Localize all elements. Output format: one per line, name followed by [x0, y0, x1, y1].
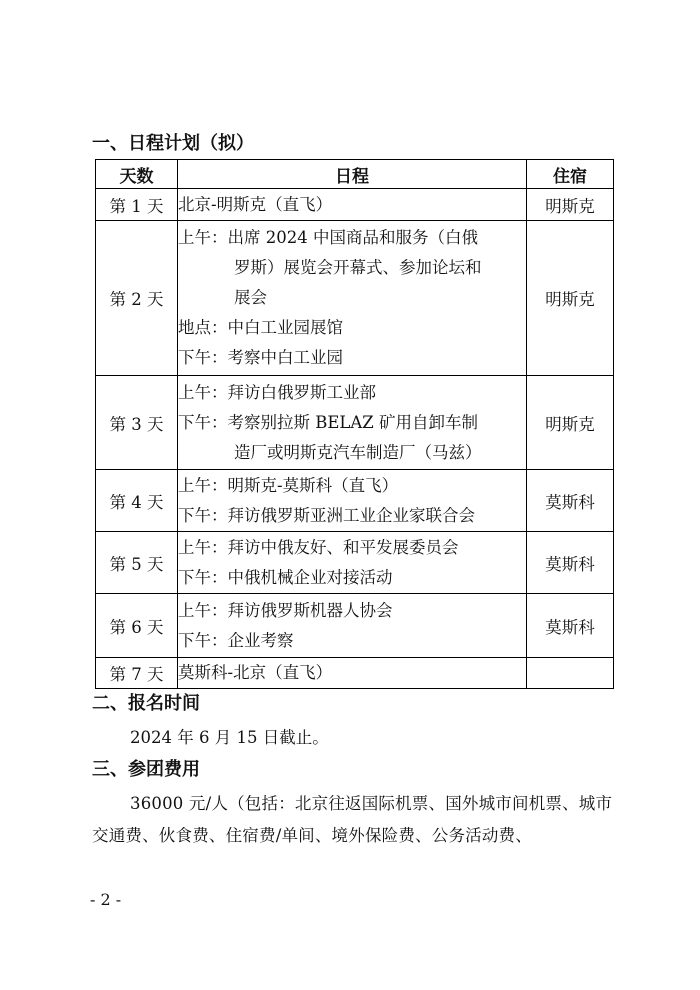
lodging-cell: 明斯克 — [527, 376, 614, 470]
table-row — [96, 221, 614, 376]
schedule-cell — [178, 594, 527, 658]
table-row — [96, 532, 614, 594]
lodging-cell: 莫斯科 — [527, 532, 614, 594]
schedule-line: 下午：中俄机械企业对接活动 — [178, 567, 393, 587]
header-day: 天数 — [96, 160, 178, 189]
schedule-line: 展会 — [234, 288, 267, 307]
lodging-cell: 明斯克 — [527, 221, 614, 376]
page-number: - 2 - — [90, 890, 122, 909]
header-schedule: 日程 — [178, 160, 527, 189]
day-cell: 第 4 天 — [96, 470, 178, 532]
schedule-line: 上午：拜访俄罗斯机器人协会 — [178, 600, 393, 620]
lodging-cell: 莫斯科 — [527, 470, 614, 532]
schedule-line: 下午：考察中白工业园 — [178, 348, 343, 367]
day-cell: 第 5 天 — [96, 532, 178, 594]
schedule-cell — [178, 376, 527, 470]
table-row — [96, 376, 614, 470]
lodging-cell — [527, 658, 614, 689]
schedule-line: 下午：考察别拉斯 BELAZ 矿用自卸车制 — [178, 412, 478, 432]
table-row — [96, 594, 614, 658]
schedule-line: 造厂或明斯克汽车制造厂（马兹） — [234, 442, 482, 462]
schedule-line: 下午：拜访俄罗斯亚洲工业企业家联合会 — [178, 505, 475, 525]
day-cell: 第 7 天 — [96, 658, 178, 689]
schedule-line: 上午：出席 2024 中国商品和服务（白俄 — [178, 228, 478, 247]
table-row — [96, 189, 614, 221]
day-cell: 第 2 天 — [96, 221, 178, 376]
day-cell: 第 6 天 — [96, 594, 178, 658]
day-cell: 第 3 天 — [96, 376, 178, 470]
header-lodging: 住宿 — [527, 160, 614, 189]
schedule-cell — [178, 532, 527, 594]
schedule-cell — [178, 221, 527, 376]
schedule-line: 上午：拜访中俄友好、和平发展委员会 — [178, 537, 459, 557]
schedule-line: 罗斯）展览会开幕式、参加论坛和 — [234, 258, 482, 277]
schedule-line: 上午：明斯克-莫斯科（直飞） — [178, 475, 399, 495]
registration-deadline-text: 2024 年 6 月 15 日截止。 — [130, 728, 329, 747]
table-header-row — [96, 160, 614, 189]
fee-description-text: 36000 元/人（包括：北京往返国际机票、国外城市间机票、城市交通费、伙食费、住宿费/单间、境外保险费、公务活动费、 — [92, 794, 613, 845]
schedule-line: 上午：拜访白俄罗斯工业部 — [178, 382, 376, 402]
schedule-line: 地点：中白工业园展馆 — [178, 318, 343, 337]
table-row — [96, 658, 614, 689]
section-1-title: 一、日程计划（拟） — [92, 133, 254, 154]
day-cell: 第 1 天 — [96, 189, 178, 221]
lodging-cell: 莫斯科 — [527, 594, 614, 658]
lodging-cell: 明斯克 — [527, 189, 614, 221]
schedule-line: 莫斯科-北京（直飞） — [178, 663, 333, 682]
schedule-cell — [178, 658, 527, 689]
schedule-line: 北京-明斯克（直飞） — [178, 194, 333, 214]
schedule-line: 下午：企业考察 — [178, 630, 294, 650]
section-2-title: 二、报名时间 — [92, 693, 200, 714]
schedule-table — [95, 159, 614, 689]
section-3-title: 三、参团费用 — [92, 759, 200, 780]
schedule-cell — [178, 189, 527, 221]
schedule-cell — [178, 470, 527, 532]
table-row — [96, 470, 614, 532]
